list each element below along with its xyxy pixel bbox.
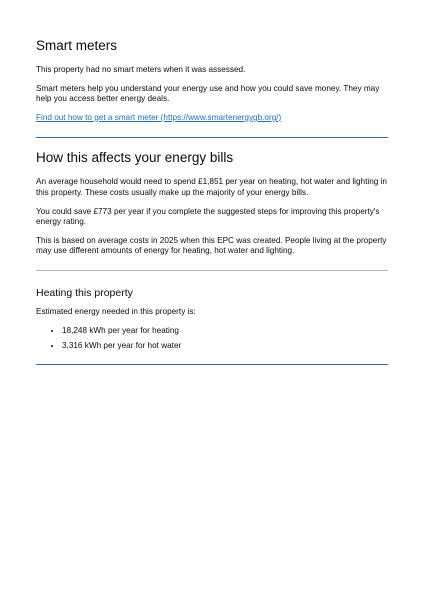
section-divider xyxy=(36,137,388,138)
energy-bills-heading: How this affects your energy bills xyxy=(36,150,234,166)
potential-saving-text: You could save £773 per year if you complete the suggested steps for improving this property's energy rating. xyxy=(36,206,380,227)
list-item: • 18,248 kWh per year for heating xyxy=(62,326,388,337)
section-divider xyxy=(36,364,388,365)
heating-heading: Heating this property xyxy=(36,286,133,299)
heating-intro-text: Estimated energy needed in this property is: xyxy=(36,306,196,316)
average-spend-text: An average household would need to spend £1,851 per year on heating, hot water and lighting in this property. These costs usually make up the majority of your energy bills. xyxy=(36,177,387,197)
smart-meter-link-paragraph xyxy=(36,113,388,124)
smart-meters-status-text: This property had no smart meters when it was assessed. xyxy=(36,65,246,74)
heating-energy-list xyxy=(36,326,388,352)
smart-meters-heading: Smart meters xyxy=(36,38,118,53)
smart-meters-info-text: Smart meters help you understand your energy use and how you could save money. They may help you access better energy deals. xyxy=(36,83,380,104)
subsection-divider xyxy=(36,270,388,271)
heating-section xyxy=(36,287,388,352)
smart-meter-link[interactable]: Find out how to get a smart meter (https://www.smartenergygb.org/) xyxy=(36,112,282,122)
cost-basis-text: This is based on average costs in 2025 when this EPC was created. People living at the property may use different amounts of energy for heating, hot water and lighting. xyxy=(36,235,387,256)
smart-meters-section xyxy=(36,38,388,123)
list-item: • 3,316 kWh per year for hot water xyxy=(62,341,388,352)
energy-bills-section xyxy=(36,150,388,257)
